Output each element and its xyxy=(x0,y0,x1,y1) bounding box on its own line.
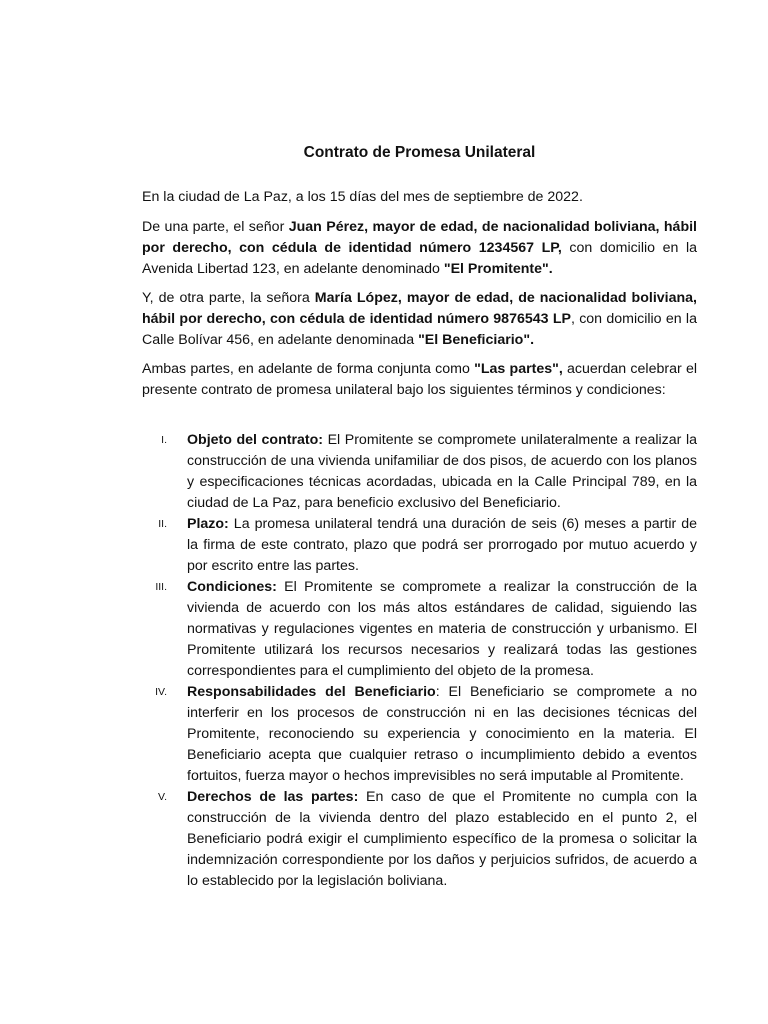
clause-item xyxy=(142,514,697,577)
party2-identity: María López, mayor de edad, de nacionalidad boliviana, hábil por derecho, con cédula de identidad número 9876543 LP xyxy=(142,290,697,327)
party1-identity: Juan Pérez, mayor de edad, de nacionalidad boliviana, hábil por derecho, con cédula de identidad número 1234567 LP, xyxy=(142,219,697,256)
party1-address: con domicilio en la Avenida Libertad 123, en adelante denominado xyxy=(142,240,697,277)
clause-number: II. xyxy=(158,518,167,530)
joint-paragraph xyxy=(142,359,697,401)
clause-heading: Objeto del contrato: xyxy=(187,432,324,448)
party1-paragraph xyxy=(142,217,697,280)
clause-heading: Responsabilidades del Beneficiario xyxy=(187,684,436,700)
clause-number: III. xyxy=(155,581,167,593)
joint-designation: "Las partes", xyxy=(474,361,563,377)
clause-item xyxy=(142,787,697,892)
joint-lead: Ambas partes, en adelante de forma conjunta como xyxy=(142,361,475,377)
clause-heading: Derechos de las partes: xyxy=(187,789,359,805)
party2-designation: "El Beneficiario". xyxy=(418,332,535,348)
clause-text: La promesa unilateral tendrá una duración de seis (6) meses a partir de la firma de este contrato, plazo que podrá ser prorrogado por mutuo acuerdo y por escrito entre las partes. xyxy=(187,516,697,574)
clause-number: V. xyxy=(158,791,167,803)
party2-lead: Y, de otra parte, la señora xyxy=(142,290,315,306)
clause-heading: Condiciones: xyxy=(187,579,277,595)
clause-item xyxy=(142,430,697,514)
clauses-list xyxy=(142,430,697,892)
clause-number: IV. xyxy=(155,686,167,698)
party2-address: , con domicilio en la Calle Bolívar 456, en adelante denominada xyxy=(142,311,697,348)
joint-rest: acuerdan celebrar el presente contrato de promesa unilateral bajo los siguientes términos y condiciones: xyxy=(142,361,697,398)
party1-lead: De una parte, el señor xyxy=(142,219,289,235)
clause-item xyxy=(142,577,697,682)
clause-number: I. xyxy=(161,434,167,446)
clause-item xyxy=(142,682,697,787)
clause-text: En caso de que el Promitente no cumpla con la construcción de la vivienda dentro del plazo establecido en el punto 2, el Beneficiario podrá exigir el cumplimiento específico de la promesa o solicitar la indemnización correspondiente por los daños y perjuicios sufridos, de acuerdo a lo establecido por la legislación boliviana. xyxy=(187,789,697,889)
party1-designation: "El Promitente". xyxy=(443,261,553,277)
document-title: Contrato de Promesa Unilateral xyxy=(303,144,536,161)
party2-paragraph xyxy=(142,288,697,351)
clause-text: El Promitente se compromete unilateralmente a realizar la construcción de una vivienda unifamiliar de dos pisos, de acuerdo con los planos y especificaciones técnicas acordadas, ubicada en la Calle Principal 789, en la ciudad de La Paz, para beneficio exclusivo del Beneficiario. xyxy=(187,432,697,511)
intro-paragraph: En la ciudad de La Paz, a los 15 días del mes de septiembre de 2022. xyxy=(142,189,583,205)
clause-text: : El Beneficiario se compromete a no interferir en los procesos de construcción ni en las decisiones técnicas del Promitente, reconociendo su experiencia y conocimiento en la materia. El Beneficiario acepta que cualquier retraso o incumplimiento debido a eventos fortuitos, fuerza mayor o hechos imprevisibles no será imputable al Promitente. xyxy=(187,684,697,784)
clause-heading: Plazo: xyxy=(187,516,229,532)
clause-text: El Promitente se compromete a realizar la construcción de la vivienda de acuerdo con los más altos estándares de calidad, siguiendo las normativas y regulaciones vigentes en materia de construcción y urbanismo. El Promitente utilizará los recursos necesarios y realizará todas las gestiones correspondientes para el cumplimiento del objeto de la promesa. xyxy=(187,579,697,679)
